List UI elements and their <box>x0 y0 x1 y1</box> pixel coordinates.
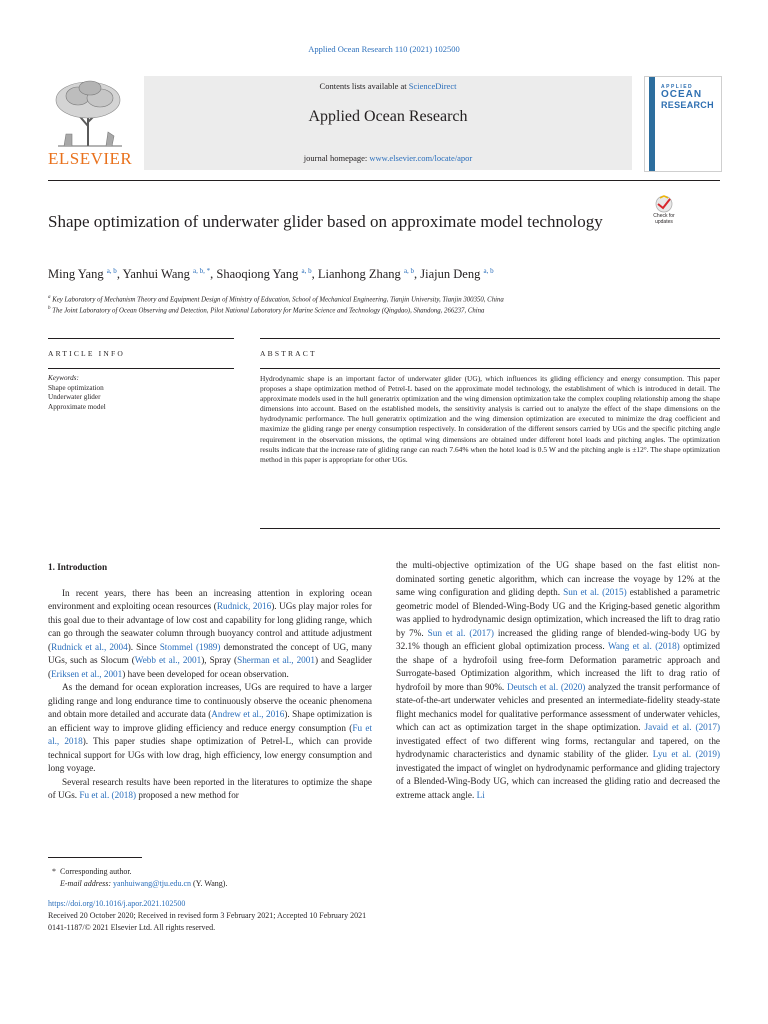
affiliation <box>48 295 728 303</box>
abstract-rule <box>260 338 720 339</box>
journal-cover-thumbnail[interactable] <box>644 76 722 172</box>
text-run: proposed a new method for <box>136 790 239 800</box>
keywords-label: Keywords: <box>48 374 79 382</box>
text-run: demonstrated the concept of UG, many UGs, such as Slocum ( <box>48 641 372 665</box>
paragraph <box>396 559 720 802</box>
affiliation <box>48 306 728 314</box>
author-list: Ming Yang $^{a, b}$, Yanhui Wang $^{a, b, *}$, Shaoqiong Yang $^{a, b}$, Lianhong Zhang $^{a, b}$, Jiajun Deng $^{a, b}$ <box>48 267 494 282</box>
author-affil-marks[interactable]: a, b <box>483 267 494 275</box>
section-heading-introduction: 1. Introduction <box>48 562 108 572</box>
homepage-line <box>144 153 632 163</box>
copyright-line: 0141-1187/© 2021 Elsevier Ltd. All rights reserved. <box>48 923 216 932</box>
author-affil-marks[interactable]: a, b <box>301 267 312 275</box>
paragraph <box>48 776 372 803</box>
elsevier-logo <box>48 76 132 172</box>
text-run: ). This paper studies shape optimization of Petrel-L, which can provide technical support for UGs with low drag, high efficiency, low energy consumption and long voyage. <box>48 736 372 773</box>
citation-link[interactable]: Andrew et al., 2016 <box>211 709 285 719</box>
sciencedirect-link[interactable]: ScienceDirect <box>408 81 457 91</box>
elsevier-tree-icon <box>48 76 132 148</box>
author-name[interactable]: Shaoqiong Yang <box>216 267 299 282</box>
corresponding-mark: * <box>52 867 56 876</box>
text-run: ) have been developed for ocean observation. <box>122 668 289 679</box>
text-run: investigated effect of two different wing forms, rectangular and tapered, on the hydrodynamic characteristics and dynamic stability of the glider. <box>396 735 720 759</box>
author-name[interactable]: Ming Yang <box>48 267 104 282</box>
keywords-block <box>48 374 234 412</box>
abstract-text: Hydrodynamic shape is an important factor of underwater glider (UG), which influences its gliding efficiency and energy consumption. This paper proposes a shape optimization method of Petrel-L based on the approximate model technology, the establishment of which is introduced in detail. The approximate models used in the hull generatrix optimization and the wing dimension optimization take the complex coupling relationship among the shape dimensions into account. Based on the established models, the sensitivity analysis is carried out to analyze the effect of the shape dimensions on the hydrodynamic performance. The hull generatrix optimization and the wing dimension optimization are executed to minimize the drag coefficient and maximize the gliding range per energy consumption respectively. In consideration of the different sensors carried by UGs and the specific pitching angle requirement in the observation missions, the optimal wing dimensions are obtained under different hotel loads and pitching angles. The optimization results indicate that the increase rate of gliding range can reach 7.64% when the hotel load is 0.5 W and the pitching angle is ±12°. The shape optimization method in this paper is appropriate for other UGs. <box>260 374 720 464</box>
keyword: Shape optimization <box>48 383 104 392</box>
citation-link[interactable]: Wang et al. (2018) <box>607 641 680 651</box>
author-affil-marks[interactable]: a, b, * <box>193 267 211 275</box>
received-dates: Received 20 October 2020; Received in revised form 3 February 2021; Accepted 10 February 2021 <box>48 911 367 920</box>
article-info-heading: ARTICLE INFO <box>48 349 125 358</box>
article-info-subrule <box>48 368 234 369</box>
journal-name: Applied Ocean Research <box>308 108 468 125</box>
abstract-subrule <box>260 368 720 369</box>
citation-link[interactable]: Rudnick, 2016 <box>216 601 272 611</box>
text-run: ). Shape optimization is an efficient way to improve gliding efficiency and reduce energy consumption ( <box>48 709 372 733</box>
citation-link[interactable]: Sun et al. (2015) <box>563 587 627 597</box>
affiliation-mark: a <box>48 295 51 300</box>
article-info-rule <box>48 338 234 339</box>
cover-strip <box>649 77 655 171</box>
abstract-end-rule <box>260 528 720 529</box>
affiliation-text: Key Laboratory of Mechanism Theory and Equipment Design of Ministry of Education, School of Mechanical Engineering, Tianjin University, Tianjin 300350, China <box>52 296 504 304</box>
text-run: investigated the impact of winglet on hydrodynamic performance and gliding trajectory of a Blended-Wing-Body UG, which can increased the gliding ratio and decreased the extreme attack angle. <box>396 762 720 800</box>
email-label: E-mail address: <box>60 879 112 888</box>
footnote-rule <box>48 857 142 858</box>
text-run: analyzed the transit performance of state-of-the-art underwater vehicles and presented an intermediate-fidelity steady-state flight mechanics model for qualitative performance assessment of underwater vehicles, which can act as optimization target in the shape optimization. <box>396 681 720 732</box>
check-for-updates-label[interactable] <box>640 213 688 225</box>
doi-link[interactable]: https://doi.org/10.1016/j.apor.2021.102500 <box>48 899 186 908</box>
email-suffix: (Y. Wang). <box>193 879 228 888</box>
author-affil-marks[interactable]: a, b <box>106 267 117 275</box>
text-run: Several research results have been reported in the literatures to optimize the shape of UGs. <box>48 776 372 800</box>
author-name[interactable]: Yanhui Wang <box>122 267 190 282</box>
affiliation-mark: b <box>48 306 51 311</box>
check-line-1: Check for <box>653 213 675 219</box>
body-column-right <box>396 559 720 802</box>
citation-link[interactable]: Lyu et al. (2019) <box>652 749 720 759</box>
citation-link[interactable]: Deutsch et al. (2020) <box>506 681 586 692</box>
text-run: the multi-objective optimization of the UG shape based on the fast elitist non-dominated sorting genetic algorithm, which can increase the voyage by 12% at the same wing configuration and gliding depth. <box>396 560 720 597</box>
citation-link[interactable]: Eriksen et al., 2001 <box>51 668 123 679</box>
text-run: established a parametric geometric model of Blended-Wing-Body UG and the Kriging-based genetic algorithm was applied to hydrodynamic design optimization, which increased the lift to drag ratio by 7%. <box>396 587 720 638</box>
keyword: Approximate model <box>48 402 106 411</box>
text-run: As the demand for ocean exploration increases, UGs are required to have a larger gliding range and long endurance time to continuously observe the oceanic phenomena and obtain more detailed and accurate data ( <box>48 682 372 719</box>
keyword: Underwater glider <box>48 393 101 401</box>
text-run: ). Since <box>127 641 160 652</box>
citation-link[interactable]: Rudnick et al., 2004 <box>51 641 128 652</box>
journal-reference[interactable]: Applied Ocean Research 110 (2021) 102500 <box>308 44 460 54</box>
publication-info <box>48 898 548 934</box>
cover-title <box>661 85 717 110</box>
citation-link[interactable]: Fu et al. (2018) <box>79 790 137 800</box>
journal-header <box>48 76 720 172</box>
homepage-prefix: journal homepage: <box>303 153 370 163</box>
header-divider <box>48 180 720 181</box>
email-note <box>48 878 448 890</box>
text-run: ), Spray ( <box>201 655 238 665</box>
article-title: Shape optimization of underwater glider based on approximate model technology <box>48 212 603 231</box>
text-run: increased the gliding range of blended-wing-body UG by 32.1% though an efficient global optimization process. <box>396 627 720 651</box>
footnotes <box>48 866 448 890</box>
check-line-2: updates <box>655 219 673 225</box>
corresponding-author-note <box>48 866 448 878</box>
author-name[interactable]: Jiajun Deng <box>420 267 481 282</box>
paragraph <box>48 681 372 776</box>
body-column-left <box>48 561 372 803</box>
citation-link[interactable]: Stommel (1989) <box>159 641 221 652</box>
citation-link[interactable]: Javaid et al. (2017) <box>644 722 720 732</box>
author-affil-marks[interactable]: a, b <box>403 267 415 275</box>
affiliation-text: The Joint Laboratory of Ocean Observing and Detection, Pilot National Laboratory for Marine Science and Technology (Qingdao), Shandong, 266237, China <box>52 307 485 315</box>
text-run: ). UGs play major roles for this goal due to their advantage of low cost and capability for long gliding range, which can go through the seawater column through buoyancy control and attitude adjustment ( <box>48 601 372 652</box>
citation-link[interactable]: Sherman et al., 2001 <box>237 655 315 665</box>
contents-prefix: Contents lists available at <box>319 81 409 91</box>
author-name[interactable]: Lianhong Zhang <box>317 267 401 282</box>
text-run: In recent years, there has been an increasing attention in exploring ocean environment and exploiting ocean resources ( <box>48 587 372 611</box>
citation-link[interactable]: Webb et al., 2001 <box>134 655 202 665</box>
cover-title-line-1: APPLIED <box>661 84 694 90</box>
text-run: ) and Seaglider ( <box>48 655 372 679</box>
corresponding-text: Corresponding author. <box>60 867 132 876</box>
citation-link[interactable]: Sun et al. (2017) <box>427 627 494 638</box>
abstract-heading: ABSTRACT <box>260 349 317 358</box>
journal-info-band <box>144 76 632 170</box>
citation-link[interactable]: Li <box>476 789 485 800</box>
email-link[interactable]: yanhuiwang@tju.edu.cn <box>113 879 192 888</box>
paragraph <box>48 587 372 682</box>
homepage-link[interactable]: www.elsevier.com/locate/apor <box>369 153 473 163</box>
citation-link[interactable]: Fu et al., 2018 <box>48 722 372 746</box>
cover-title-line-3: RESEARCH <box>661 99 714 110</box>
cover-title-line-2: OCEAN <box>661 89 703 101</box>
contents-line <box>144 81 632 91</box>
publisher-name: ELSEVIER <box>48 149 133 168</box>
text-run: optimized the shape of a hydrofoil using free-form Deformation parametric approach and Surrogate-based Optimization algorithm, which increased the lift to drag ratio of hydrofoil by more than 90%. <box>396 641 720 692</box>
